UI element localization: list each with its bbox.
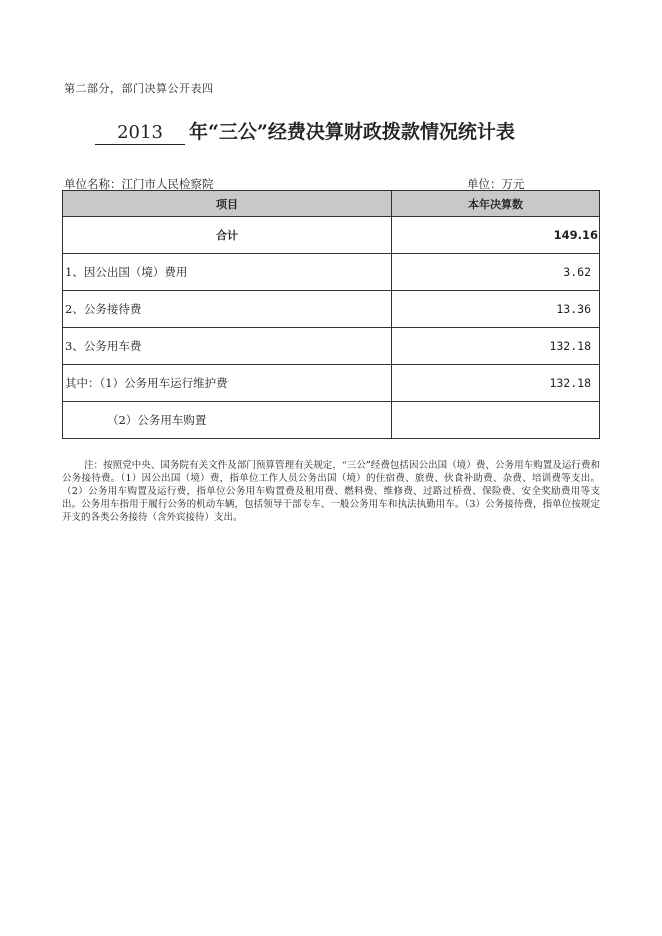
table-row xyxy=(63,328,600,365)
title-year: 2013 xyxy=(95,122,185,145)
row-label: 合计 xyxy=(63,217,392,254)
table-row xyxy=(63,254,600,291)
row-value: 13.36 xyxy=(392,291,600,328)
table-row xyxy=(63,217,600,254)
expense-table xyxy=(62,190,600,439)
row-value xyxy=(392,402,600,439)
row-label: 2、公务接待费 xyxy=(63,291,392,328)
title-text: 年“三公”经费决算财政拨款情况统计表 xyxy=(189,121,515,143)
row-label: （2）公务用车购置 xyxy=(63,402,392,439)
column-header-item: 项目 xyxy=(63,191,392,217)
page-title xyxy=(95,117,515,145)
row-value: 3.62 xyxy=(392,254,600,291)
row-label: 其中：（1）公务用车运行维护费 xyxy=(63,365,392,402)
row-label: 3、公务用车费 xyxy=(63,328,392,365)
section-label: 第二部分，部门决算公开表四 xyxy=(64,82,214,95)
unit-name: 单位名称：江门市人民检察院 xyxy=(64,177,214,191)
row-label: 1、因公出国（境）费用 xyxy=(63,254,392,291)
table-header-row xyxy=(63,191,600,217)
table-row xyxy=(63,291,600,328)
table-row xyxy=(63,402,600,439)
table-row xyxy=(63,365,600,402)
unit-label: 单位：万元 xyxy=(467,177,525,191)
row-value: 132.18 xyxy=(392,365,600,402)
row-value: 132.18 xyxy=(392,328,600,365)
footnote: 注：按照党中央、国务院有关文件及部门预算管理有关规定，“三公”经费包括因公出国（境）费、公务用车购置及运行费和公务接待费。（1）因公出国（境）费，指单位工作人员公务出国（境）的住宿费、旅费、伙食补助费、杂费、培训费等支出。（2）公务用车购置及运行费，指单位公务用车购置费及租用费、燃料费、维修费、过路过桥费、保险费、安全奖励费用等支出。公务用车指用于履行公务的机动车辆，包括领导干部专车、一般公务用车和执法执勤用车。（3）公务接待费，指单位按规定开支的各类公务接待（含外宾接待）支出。 xyxy=(62,460,600,523)
column-header-amount: 本年决算数 xyxy=(392,191,600,217)
row-value: 149.16 xyxy=(392,217,600,254)
